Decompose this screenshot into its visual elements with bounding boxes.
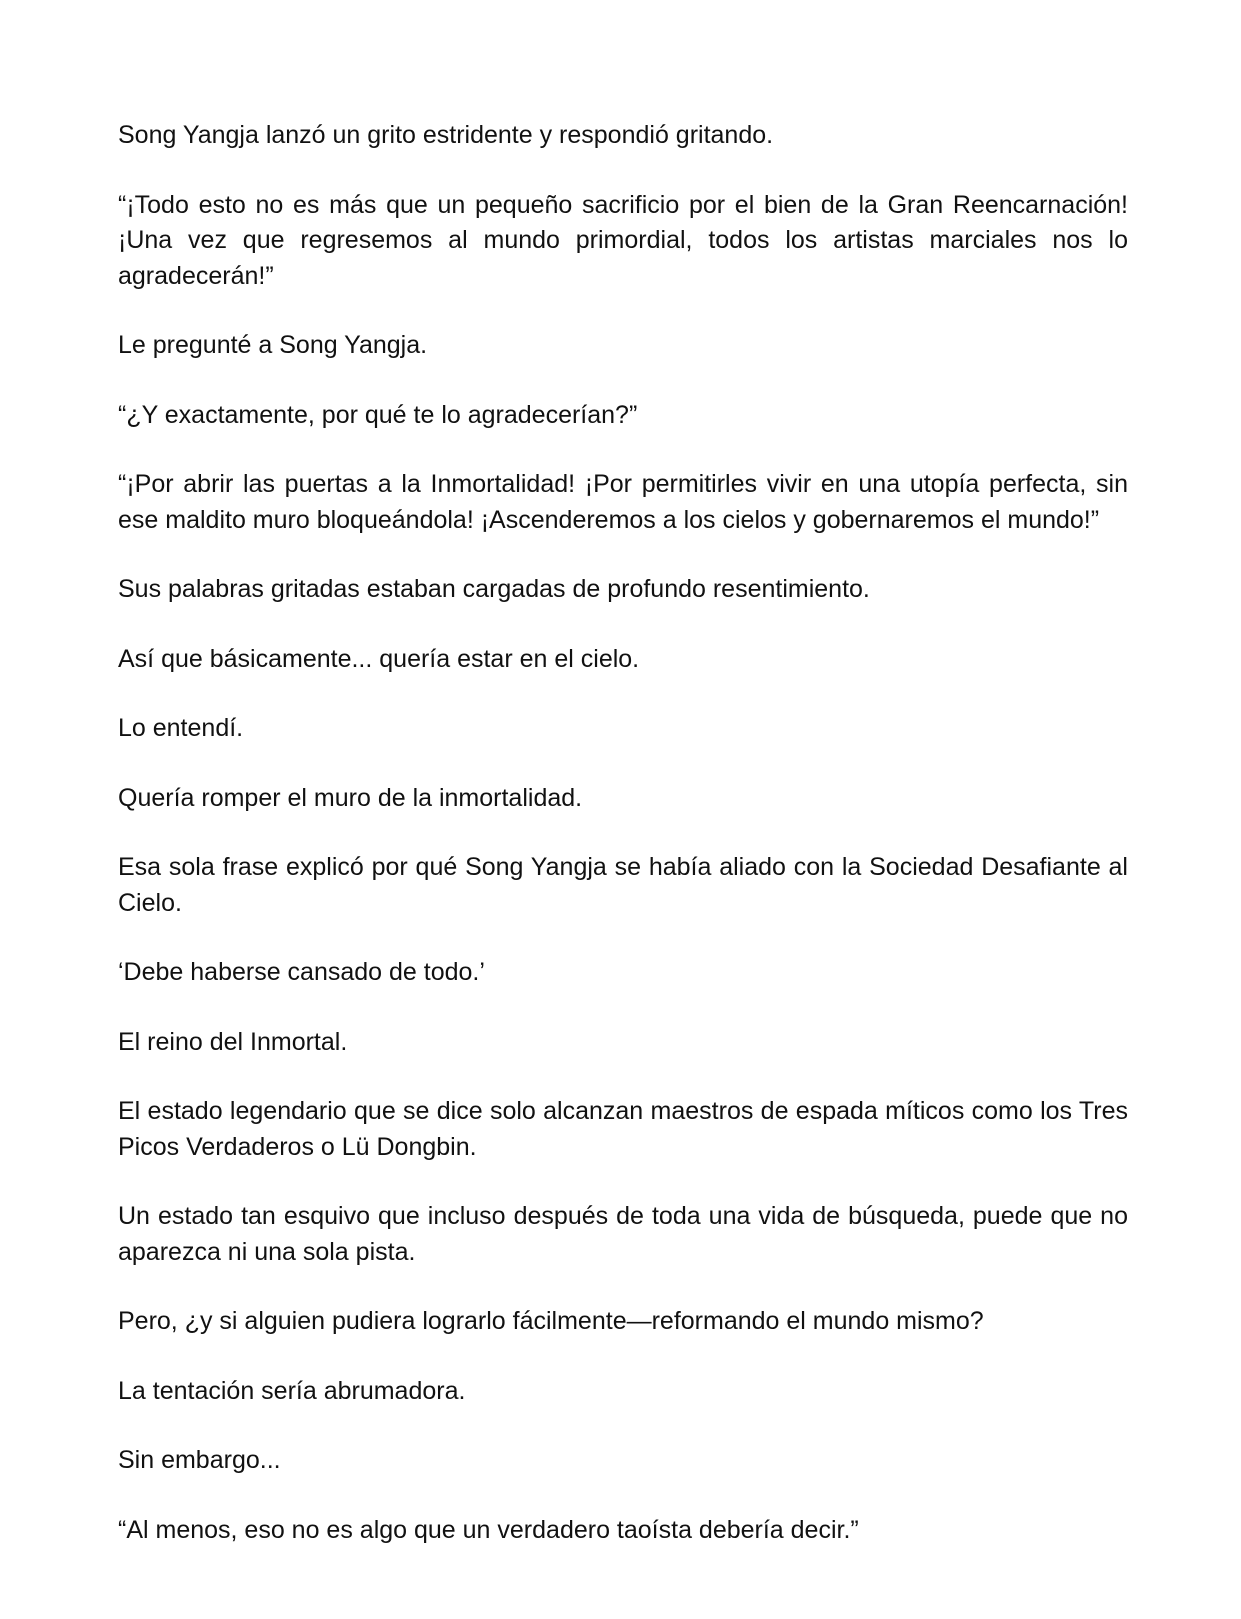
paragraph: Esa sola frase explicó por qué Song Yangja se había aliado con la Sociedad Desafiante al Cielo.: [118, 853, 1128, 917]
paragraph: “¡Todo esto no es más que un pequeño sacrificio por el bien de la Gran Reencarnación! ¡Una vez que regresemos al mundo primordial, todos los artistas marciales nos lo agradecerán!”: [118, 190, 1128, 290]
paragraph: Le pregunté a Song Yangja.: [118, 331, 428, 359]
text-column: [118, 118, 1128, 1582]
paragraph: “Al menos, eso no es algo que un verdadero taoísta debería decir.”: [118, 1515, 859, 1544]
paragraph: Un estado tan esquivo que incluso después de toda una vida de búsqueda, puede que no aparezca ni una sola pista.: [118, 1202, 1128, 1266]
paragraph: Lo entendí.: [118, 714, 244, 742]
paragraph: “¡Por abrir las puertas a la Inmortalidad! ¡Por permitirles vivir en una utopía perfecta, sin ese maldito muro bloqueándola! ¡Ascenderemos a los cielos y gobernaremos el mundo!”: [118, 470, 1128, 534]
paragraph: ‘Debe haberse cansado de todo.’: [118, 958, 485, 986]
paragraph: Así que básicamente... quería estar en el cielo.: [118, 644, 640, 673]
paragraph: Song Yangja lanzó un grito estridente y respondió gritando.: [118, 121, 774, 149]
paragraph: La tentación sería abrumadora.: [118, 1376, 466, 1405]
paragraph: El estado legendario que se dice solo alcanzan maestros de espada míticos como los Tres Picos Verdaderos o Lü Dongbin.: [118, 1097, 1128, 1161]
paragraph: Quería romper el muro de la inmortalidad.: [118, 783, 583, 812]
paragraph: Sus palabras gritadas estaban cargadas de profundo resentimiento.: [118, 575, 870, 603]
paragraph: Sin embargo...: [118, 1446, 281, 1474]
paragraph: Pero, ¿y si alguien pudiera lograrlo fácilmente—reformando el mundo mismo?: [118, 1307, 984, 1335]
paragraph: “¿Y exactamente, por qué te lo agradecerían?”: [118, 400, 638, 429]
paragraph: El reino del Inmortal.: [118, 1027, 348, 1056]
